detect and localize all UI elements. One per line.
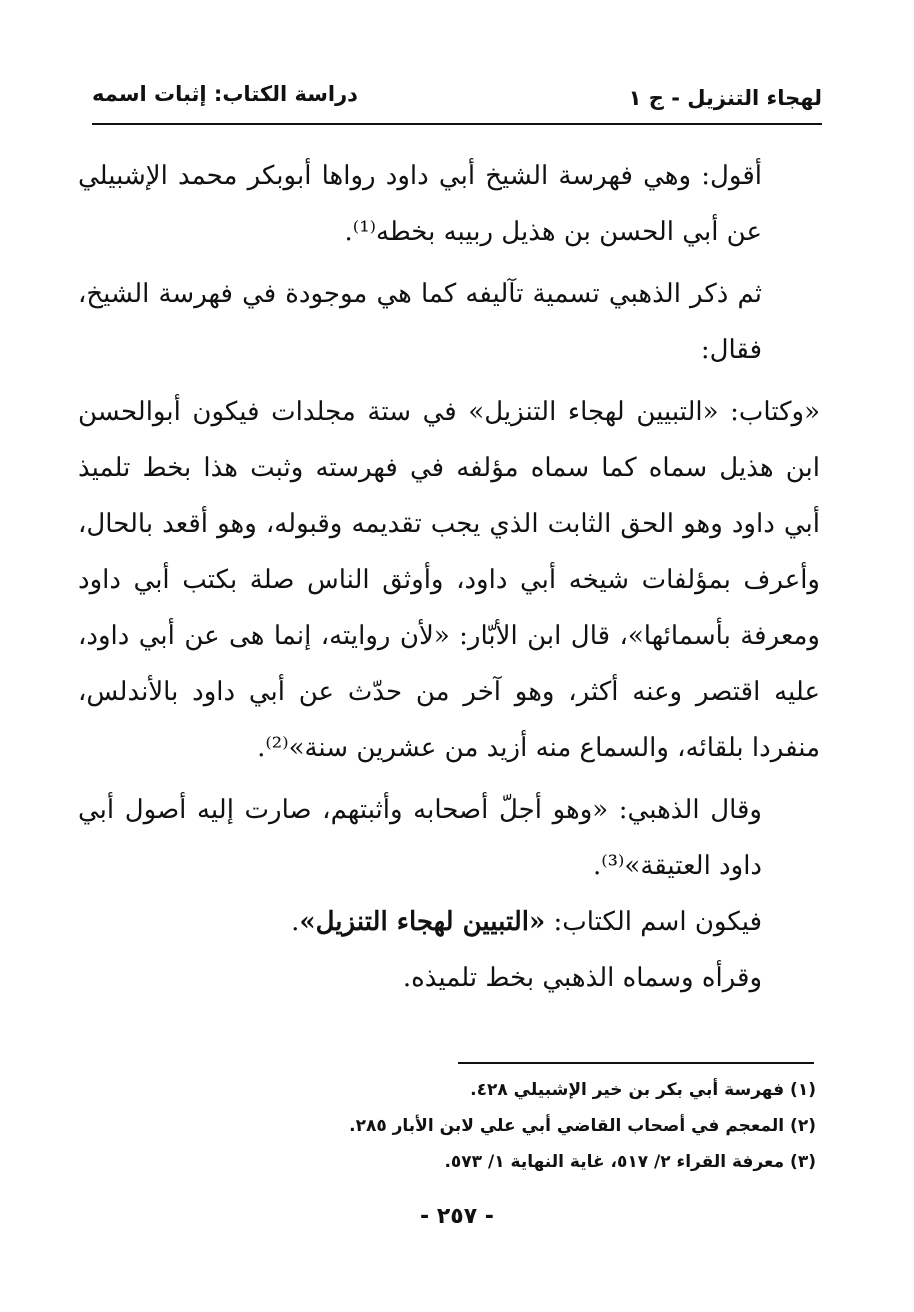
paragraph-6: وقرأه وسماه الذهبي بخط تلميذه. xyxy=(402,963,762,993)
paragraph-5-suffix: . xyxy=(291,907,300,937)
paragraph-3: «وكتاب: «التبيين لهجاء التنزيل» في ستة مجلدات فيكون أبوالحسن ابن هذيل سماه كما سماه مؤلفه في فهرسته وثبت هذا بخط تلميذ أبي داود وهو الحق الثابت الذي يجب تقديمه وقبوله، وهو أقعد بالحال، وأعرف بمؤلفات شيخه أبي داود، وأوثق الناس صلة بكتب أبي داود ومعرفة بأسمائها»، قال ابن الأبّار: «لأن روايته، إنما هى عن أبي داود، عليه اقتصر وعنه أكثر، وهو آخر من حدّث عن أبي داود بالأندلس، منفردا بلقائه، والسماع منه أزيد من عشرين سنة»⁽²⁾. xyxy=(78,397,820,763)
footnote-divider xyxy=(458,1062,814,1064)
main-text xyxy=(78,148,820,1006)
header-section-title: دراسة الكتاب: إثبات اسمه xyxy=(92,82,358,106)
footnote-3: (٣) معرفة القراء ٢/ ٥١٧، غاية النهاية ١/ ٥٧٣. xyxy=(444,1152,816,1172)
paragraph-4: وقال الذهبي: «وهو أجلّ أصحابه وأثبتهم، صارت إليه أصول أبي داود العتيقة»⁽³⁾. xyxy=(78,795,762,881)
header-book-title: لهجاء التنزيل - ج ١ xyxy=(628,86,822,110)
footnote-2: (٢) المعجم في أصحاب القاضي أبي علي لابن الأبار ٢٨٥. xyxy=(349,1116,816,1136)
paragraph-2: ثم ذكر الذهبي تسمية تآليفه كما هي موجودة في فهرسة الشيخ، فقال: xyxy=(78,279,762,365)
paragraph-1: أقول: وهي فهرسة الشيخ أبي داود رواها أبوبكر محمد الإشبيلي عن أبي الحسن بن هذيل ربيبه بخطه⁽¹⁾. xyxy=(78,161,762,247)
paragraph-5-prefix: فيكون اسم الكتاب: xyxy=(545,907,762,937)
footnote-1: (١) فهرسة أبي بكر بن خير الإشبيلي ٤٢٨. xyxy=(470,1080,816,1100)
header-divider xyxy=(92,123,822,125)
page-number: - ٢٥٧ - xyxy=(420,1204,494,1229)
paragraph-5 xyxy=(78,894,820,950)
book-title-emphasis: «التبيين لهجاء التنزيل» xyxy=(299,907,546,937)
footnotes xyxy=(256,1072,816,1180)
running-header xyxy=(92,78,822,120)
